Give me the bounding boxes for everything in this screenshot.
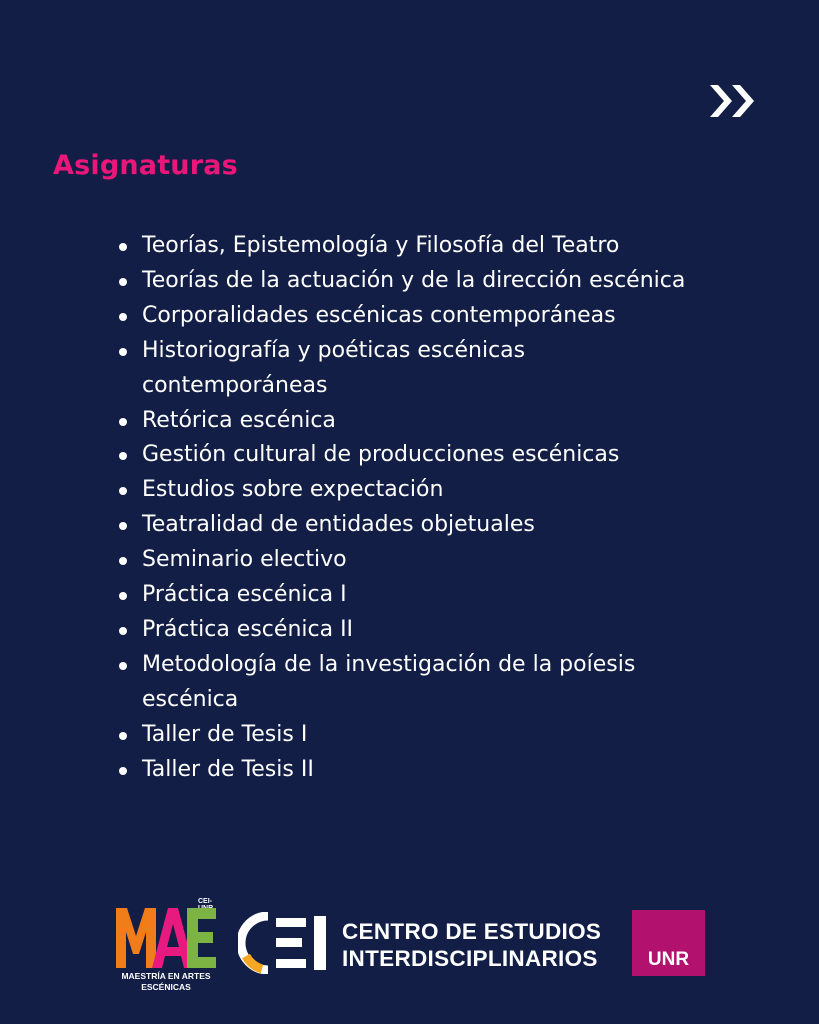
list-item: Taller de Tesis II [116,753,696,788]
list-item: Teorías de la actuación y de la dirección escénica [116,264,696,299]
list-item: Práctica escénica I [116,578,696,613]
mae-logo-line-1: MAESTRÍA EN ARTES [121,971,211,981]
list-item: Teorías, Epistemología y Filosofía del Teatro [116,229,696,264]
list-item: Taller de Tesis I [116,718,696,753]
cei-logo-line-2: INTERDISCIPLINARIOS [342,946,598,971]
list-item: Práctica escénica II [116,613,696,648]
unr-logo-text: UNR [647,949,690,970]
list-item: Retórica escénica [116,404,696,439]
list-item: Gestión cultural de producciones escénicas [116,438,696,473]
list-item: Seminario electivo [116,543,696,578]
list-item: Estudios sobre expectación [116,473,696,508]
subject-list [116,229,696,788]
double-chevron-right-icon[interactable] [708,83,758,119]
unr-logo [632,910,705,976]
list-item: Teatralidad de entidades objetuales [116,508,696,543]
mae-logo-top-label: CEI- [198,898,212,905]
cei-logo-line-1: CENTRO DE ESTUDIOS [342,919,602,944]
mae-logo-letters [116,906,216,968]
cei-logo-mark [238,912,334,974]
list-item: Historiografía y poéticas escénicas contemporáneas [116,334,696,404]
list-item: Corporalidades escénicas contemporáneas [116,299,696,334]
list-item: Metodología de la investigación de la poíesis escénica [116,648,696,718]
mae-logo-line-2: ESCÉNICAS [141,982,191,992]
cei-logo-text [342,918,601,972]
mae-logo [116,898,216,994]
page-title: Asignaturas [53,150,238,181]
